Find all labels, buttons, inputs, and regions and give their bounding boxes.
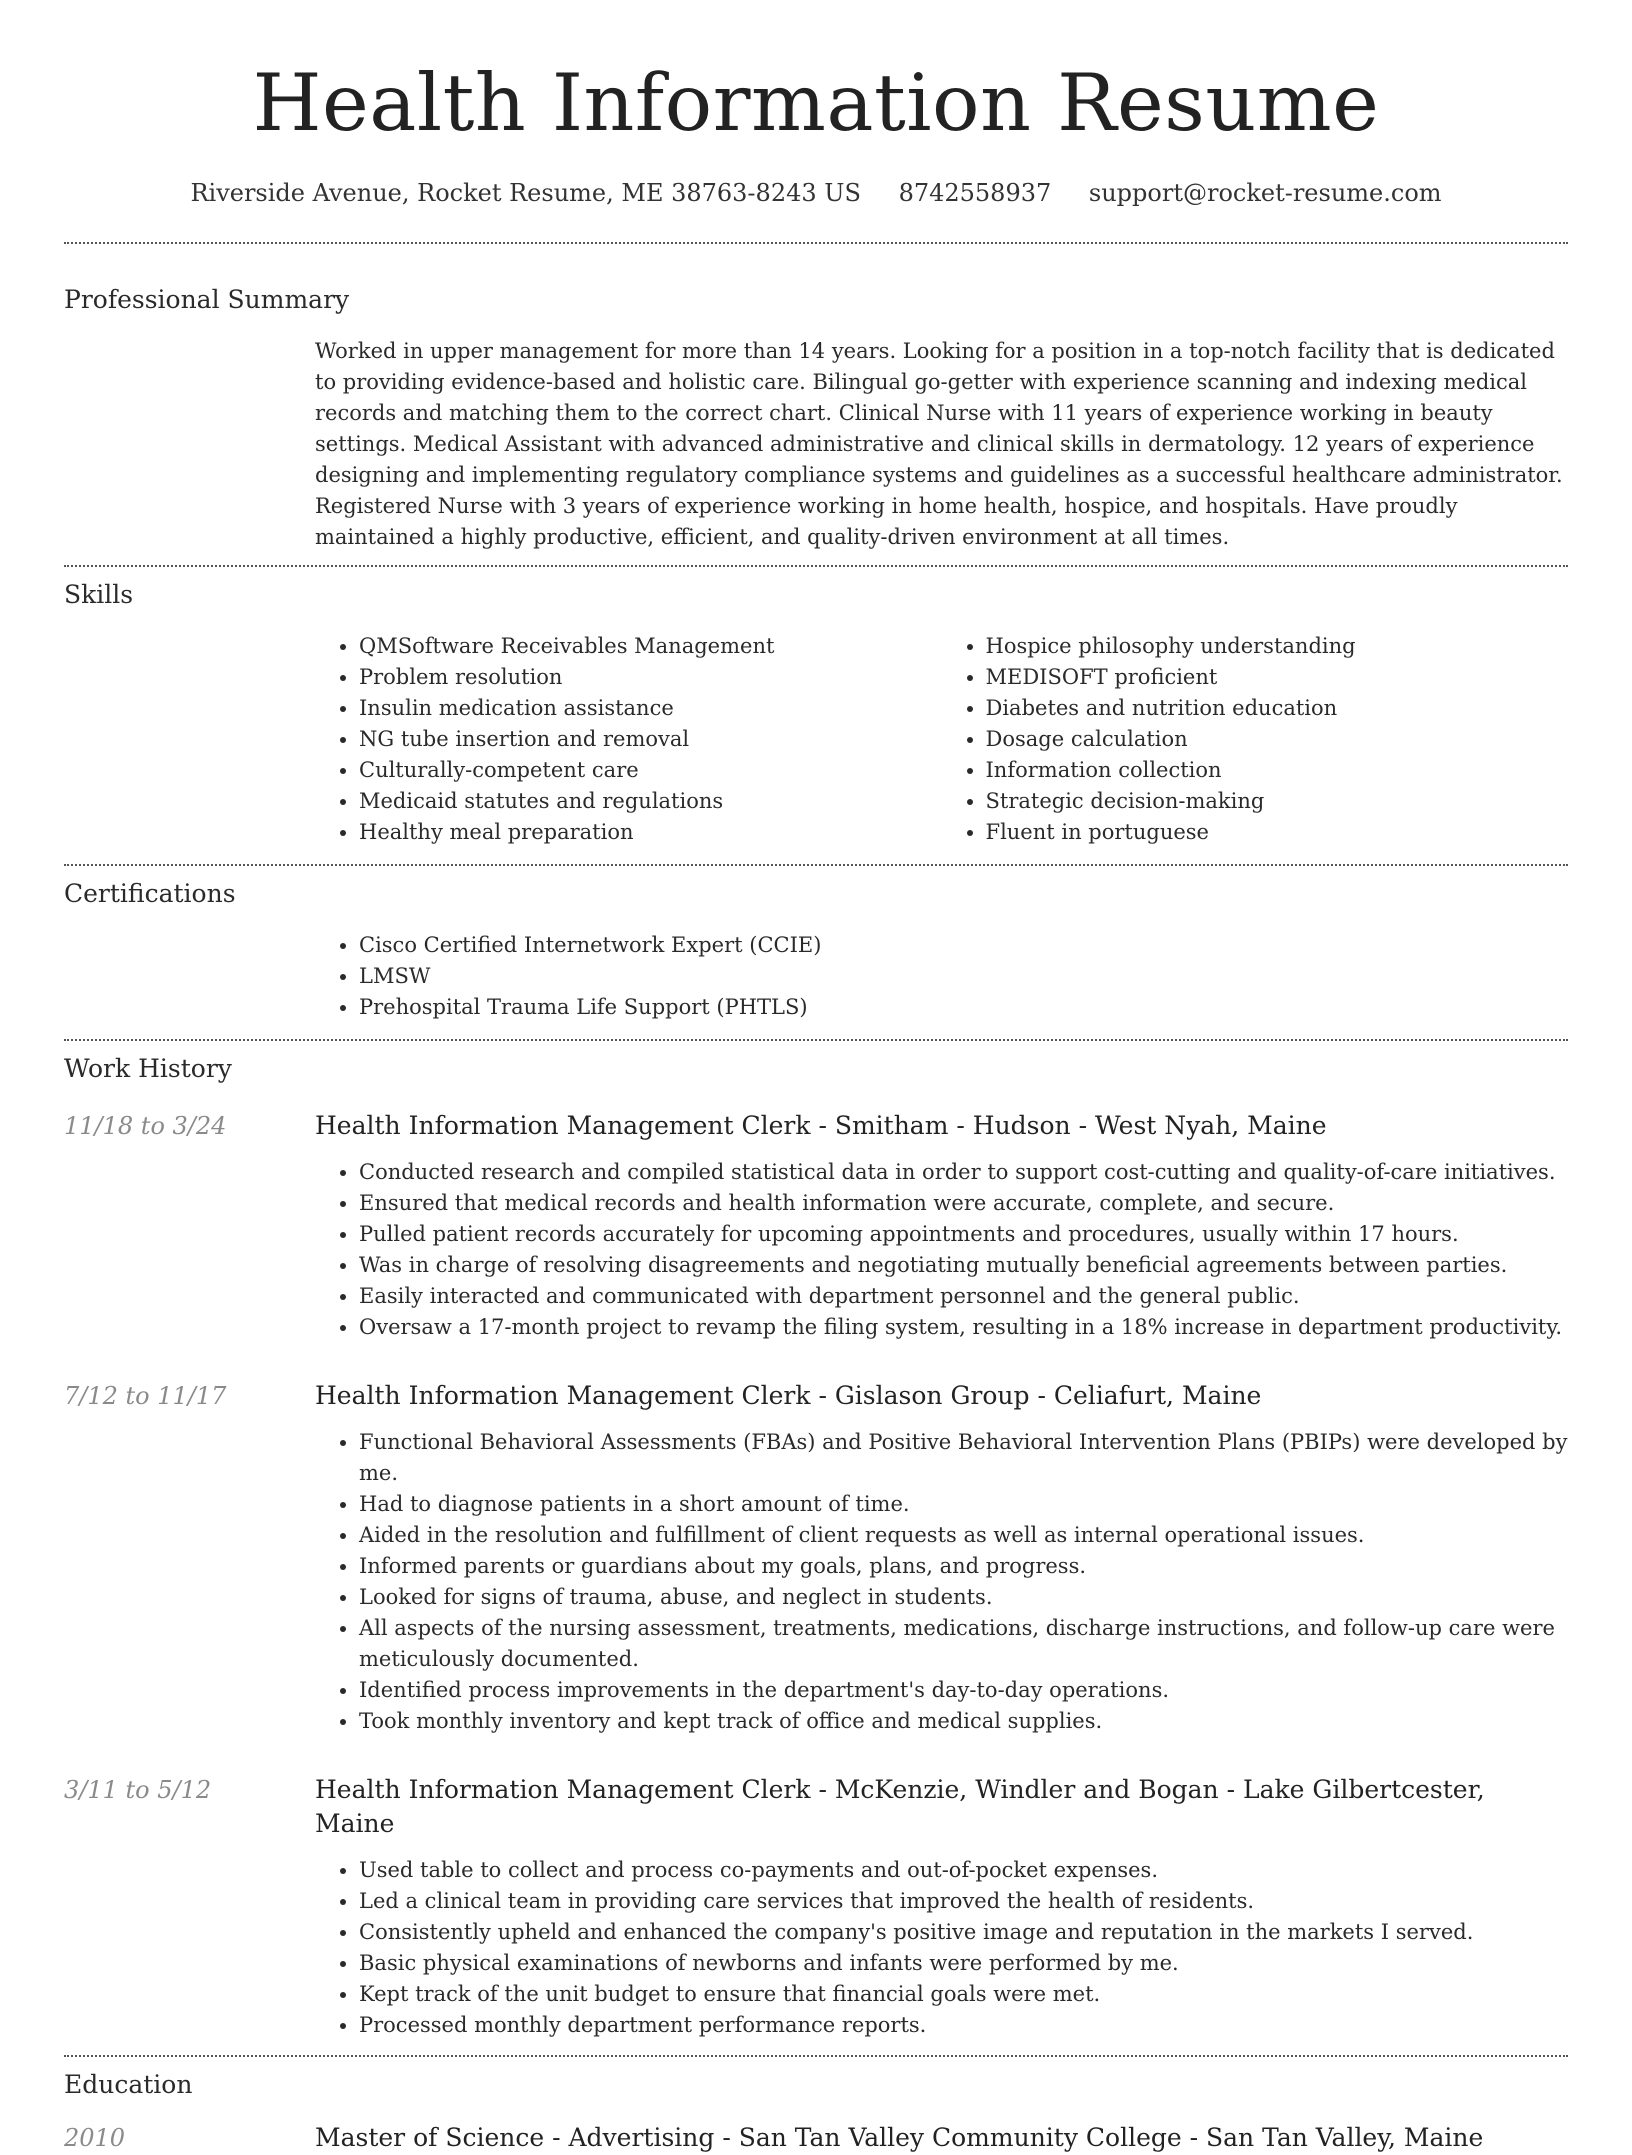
summary-text: Worked in upper management for more than 14 years. Looking for a position in a top-notch facility that is dedicated to providing evidence-based and holistic care. Bilingual go-getter with experience scanning and indexing medical records and matching them to the correct chart. Clinical Nurse with 11 years of experience working in beauty settings. Medical Assistant with advanced administrative and clinical skills in dermatology. 12 years of experience designing and implementing regulatory compliance systems and guidelines as a successful healthcare administrator. Registered Nurse with 3 years of experience working in home health, hospice, and hospitals. Have proudly maintained a highly productive, efficient, and quality-driven environment at all times.: [315, 339, 1563, 549]
certification-item: • LMSW: [359, 961, 1568, 992]
job-entry: [64, 1109, 1568, 1343]
job-title: Health Information Management Clerk - Smitham - Hudson - West Nyah, Maine: [315, 1111, 1327, 1140]
education-year: 2010: [64, 2124, 126, 2152]
skills-list-right: [942, 631, 1569, 848]
job-bullet: • Used table to collect and process co-payments and out-of-pocket expenses.: [359, 1855, 1568, 1886]
certification-item: • Prehospital Trauma Life Support (PHTLS): [359, 992, 1568, 1023]
skill-item: • Hospice philosophy understanding: [986, 631, 1569, 662]
skills-grid: [315, 631, 1568, 848]
skill-item: • Information collection: [986, 755, 1569, 786]
job-bullet: • Had to diagnose patients in a short amount of time.: [359, 1489, 1568, 1520]
work-history-heading: Work History: [64, 1054, 232, 1083]
skills-heading: Skills: [64, 580, 134, 609]
job-body: [315, 1109, 1568, 1343]
work-history-section: [64, 1041, 1568, 2055]
skills-list-left: [315, 631, 942, 848]
education-section: [64, 2057, 1568, 2155]
resume-title: Health Information Resume: [252, 57, 1380, 149]
job-bullet: • Was in charge of resolving disagreements and negotiating mutually beneficial agreements between parties.: [359, 1250, 1568, 1281]
skill-item: • Problem resolution: [359, 662, 942, 693]
job-bullet: • Functional Behavioral Assessments (FBAs) and Positive Behavioral Intervention Plans (PBIPs) were developed by me.: [359, 1427, 1568, 1489]
education-entry: [64, 2121, 1568, 2155]
certifications-content: [315, 930, 1568, 1023]
job-bullet: • Pulled patient records accurately for upcoming appointments and procedures, usually within 17 hours.: [359, 1219, 1568, 1250]
job-title: Health Information Management Clerk - Gislason Group - Celiafurt, Maine: [315, 1381, 1262, 1410]
skills-section: [64, 567, 1568, 864]
skill-item: • Fluent in portuguese: [986, 817, 1569, 848]
job-bullet: • Kept track of the unit budget to ensure that financial goals were met.: [359, 1979, 1568, 2010]
job-bullet: • Aided in the resolution and fulfillment of client requests as well as internal operational issues.: [359, 1520, 1568, 1551]
certifications-list: [315, 930, 1568, 1023]
job-body: [315, 1773, 1568, 2041]
skill-item: • QMSoftware Receivables Management: [359, 631, 942, 662]
job-bullets: [315, 1855, 1568, 2041]
skill-item: • Medicaid statutes and regulations: [359, 786, 942, 817]
skill-item: • Diabetes and nutrition education: [986, 693, 1569, 724]
skill-item: • Culturally-competent care: [359, 755, 942, 786]
job-bullets: [315, 1427, 1568, 1737]
job-dates: 7/12 to 11/17: [64, 1382, 227, 1410]
job-body: [315, 1379, 1568, 1737]
job-entry: [64, 1773, 1568, 2041]
certifications-section: [64, 866, 1568, 1039]
skill-item: • Dosage calculation: [986, 724, 1569, 755]
summary-section: [64, 244, 1568, 565]
job-bullet: • Took monthly inventory and kept track of office and medical supplies.: [359, 1706, 1568, 1737]
job-bullet: • Processed monthly department performance reports.: [359, 2010, 1568, 2041]
skill-item: • Strategic decision-making: [986, 786, 1569, 817]
job-bullet: • Ensured that medical records and health information were accurate, complete, and secure.: [359, 1188, 1568, 1219]
job-bullet: • Conducted research and compiled statistical data in order to support cost-cutting and quality-of-care initiatives.: [359, 1157, 1568, 1188]
education-title: Master of Science - Advertising - San Tan Valley Community College - San Tan Valley, Maine: [315, 2123, 1484, 2152]
job-dates: 3/11 to 5/12: [64, 1776, 212, 1804]
job-entry: [64, 1379, 1568, 1737]
summary-content: [315, 336, 1568, 553]
job-title: Health Information Management Clerk - McKenzie, Windler and Bogan - Lake Gilbertcester, Maine: [315, 1775, 1485, 1838]
certifications-heading: Certifications: [64, 879, 236, 908]
job-bullet: • Basic physical examinations of newborns and infants were performed by me.: [359, 1948, 1568, 1979]
skill-item: • Insulin medication assistance: [359, 693, 942, 724]
contact-line: [64, 176, 1568, 210]
job-bullet: • Identified process improvements in the department's day-to-day operations.: [359, 1675, 1568, 1706]
job-bullet: • Led a clinical team in providing care services that improved the health of residents.: [359, 1886, 1568, 1917]
job-bullet: • All aspects of the nursing assessment, treatments, medications, discharge instructions, and follow-up care were meticulously documented.: [359, 1613, 1568, 1675]
certification-item: • Cisco Certified Internetwork Expert (CCIE): [359, 930, 1568, 961]
skill-item: • NG tube insertion and removal: [359, 724, 942, 755]
job-bullet: • Informed parents or guardians about my goals, plans, and progress.: [359, 1551, 1568, 1582]
job-dates: 11/18 to 3/24: [64, 1112, 227, 1140]
job-bullet: • Consistently upheld and enhanced the company's positive image and reputation in the markets I served.: [359, 1917, 1568, 1948]
contact-email: support@rocket-resume.com: [1088, 179, 1442, 207]
job-bullet: • Easily interacted and communicated with department personnel and the general public.: [359, 1281, 1568, 1312]
contact-phone: 8742558937: [898, 179, 1052, 207]
job-bullet: • Looked for signs of trauma, abuse, and neglect in students.: [359, 1582, 1568, 1613]
contact-address: Riverside Avenue, Rocket Resume, ME 38763-8243 US: [190, 179, 861, 207]
skill-item: • MEDISOFT proficient: [986, 662, 1569, 693]
skill-item: • Healthy meal preparation: [359, 817, 942, 848]
summary-heading: Professional Summary: [64, 285, 350, 314]
job-bullets: [315, 1157, 1568, 1343]
job-bullet: • Oversaw a 17-month project to revamp the filing system, resulting in a 18% increase in department productivity.: [359, 1312, 1568, 1343]
education-heading: Education: [64, 2070, 193, 2099]
education-body: [315, 2121, 1568, 2155]
